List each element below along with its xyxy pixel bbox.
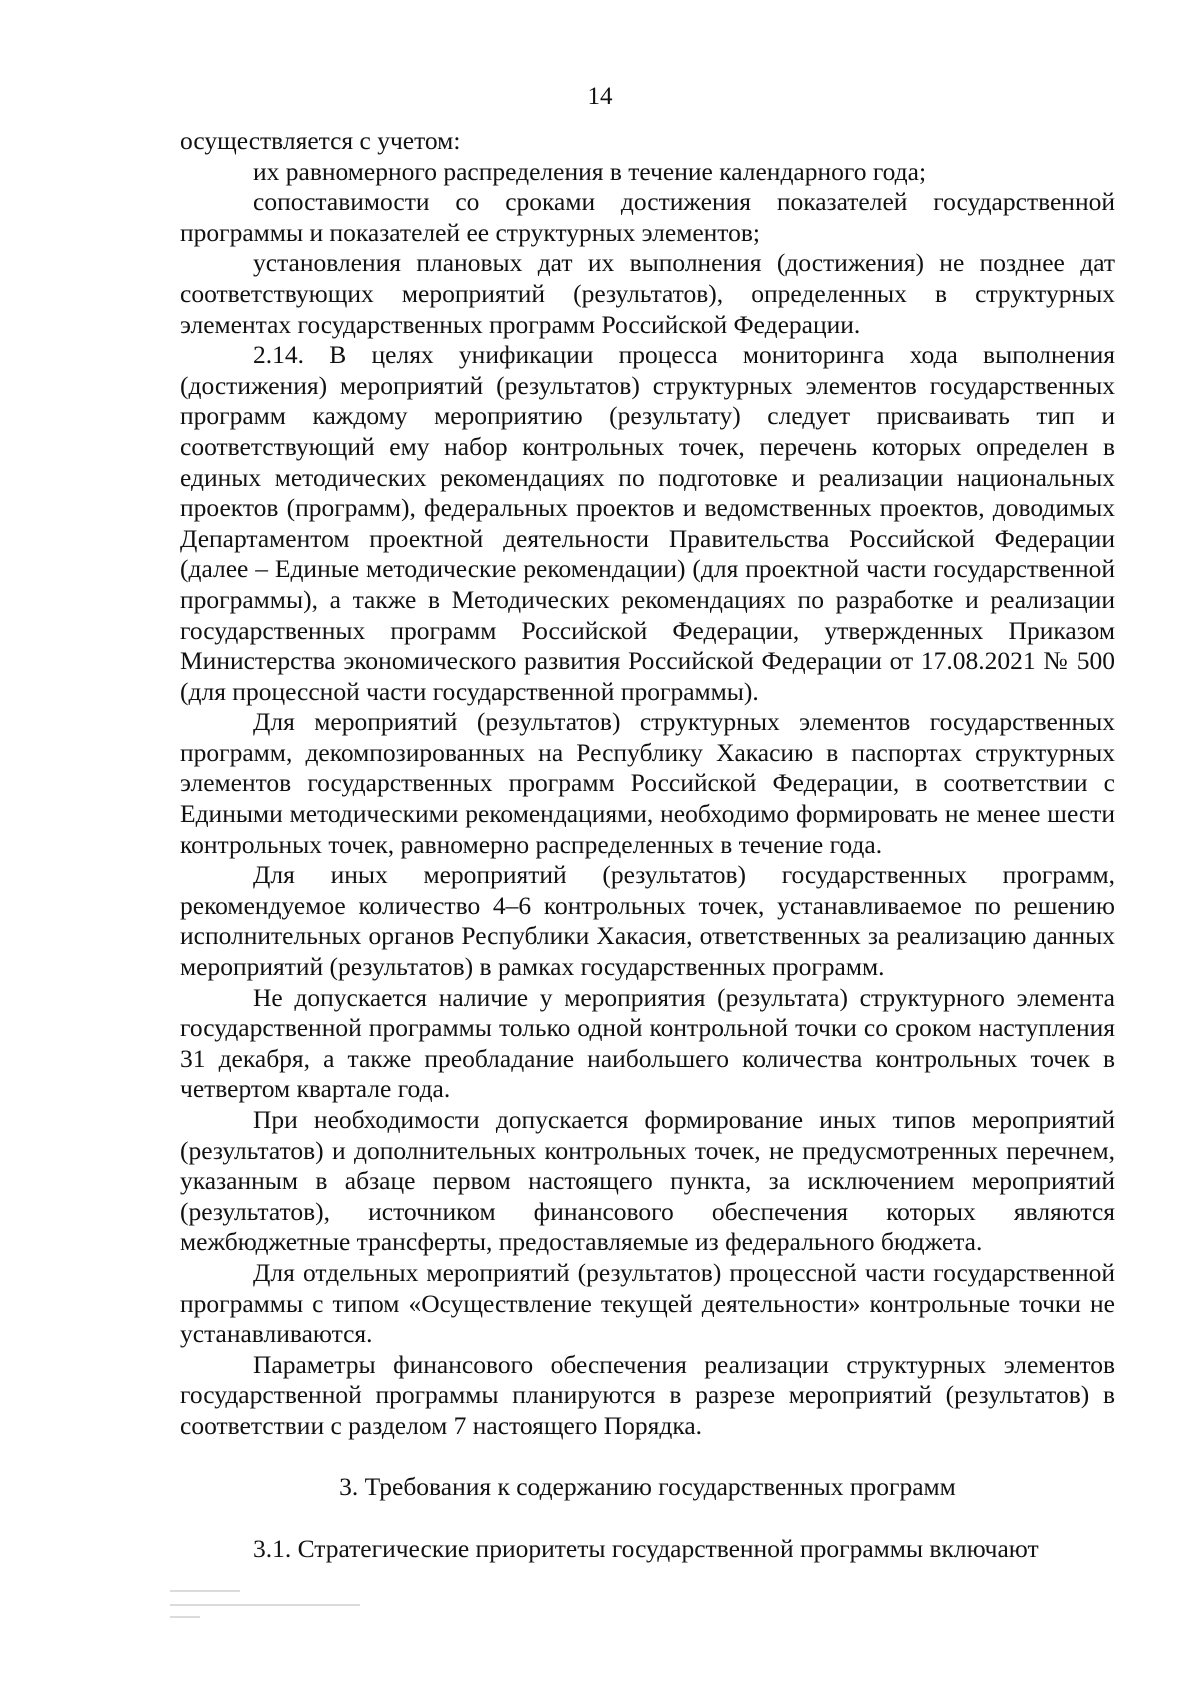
paragraph-3-1: 3.1. Стратегические приоритеты государственной программы включают xyxy=(253,1534,1039,1564)
paragraph-comparability: сопоставимости со сроками достижения показателей государственной программы и показателей ее структурных элементов; xyxy=(180,187,1115,247)
document-body xyxy=(180,126,1115,1565)
paragraph-decomposed-results: Для мероприятий (результатов) структурных элементов государственных программ, декомпозированных на Республику Хакасию в паспортах структурных элементов государственных программ Российской Федерации, в соответствии с Едиными методическими рекомендациями, необходимо формировать не менее шести контрольных точек, равномерно распределенных в течение года. xyxy=(180,707,1115,859)
paragraph-intro: осуществляется с учетом: xyxy=(180,126,461,155)
paragraph-additional-types: При необходимости допускается формирование иных типов мероприятий (результатов) и дополнительных контрольных точек, не предусмотренных перечнем, указанным в абзаце первом настоящего пункта, за исключением мероприятий (результатов), источником финансового обеспечения которых являются межбюджетные трансферты, предоставляемые из федерального бюджета. xyxy=(180,1105,1115,1257)
paragraph-2-14: 2.14. В целях унификации процесса мониторинга хода выполнения (достижения) мероприятий (результатов) структурных элементов государственных программ каждому мероприятию (результату) следует присваивать тип и соответствующий ему набор контрольных точек, перечень которых определен в единых методических рекомендациях по подготовке и реализации национальных проектов (программ), федеральных проектов и ведомственных проектов, доводимых Департаментом проектной деятельности Правительства Российской Федерации (далее – Единые методические рекомендации) (для проектной части государственной программы), а также в Методических рекомендациях по разработке и реализации государственных программ Российской Федерации, утвержденных Приказом Министерства экономического развития Российской Федерации от 17.08.2021 № 500 (для процессной части государственной программы). xyxy=(180,340,1115,706)
paragraph-uniform-distribution: их равномерного распределения в течение календарного года; xyxy=(253,156,927,186)
paragraph-single-checkpoint: Не допускается наличие у мероприятия (результата) структурного элемента государственной программы только одной контрольной точки со сроком наступления 31 декабря, а также преобладание наибольшего количества контрольных точек в четвертом квартале года. xyxy=(180,982,1115,1104)
paragraph-planned-dates: установления плановых дат их выполнения (достижения) не позднее дат соответствующих мероприятий (результатов), определенных в структурных элементах государственных программ Российской Федерации. xyxy=(180,248,1115,339)
page-number: 14 xyxy=(587,83,613,110)
section-3-heading: 3. Требования к содержанию государственных программ xyxy=(339,1471,956,1501)
faint-stamp-mark xyxy=(170,1582,380,1622)
paragraph-other-results: Для иных мероприятий (результатов) государственных программ, рекомендуемое количество 4–6 контрольных точек, устанавливаемое по решению исполнительных органов Республики Хакасия, ответственных за реализацию данных мероприятий (результатов) в рамках государственных программ. xyxy=(180,860,1115,982)
paragraph-financial-parameters: Параметры финансового обеспечения реализации структурных элементов государственной программы планируются в разрезе мероприятий (результатов) в соответствии с разделом 7 настоящего Порядка. xyxy=(180,1349,1115,1440)
paragraph-current-activity: Для отдельных мероприятий (результатов) процессной части государственной программы с типом «Осуществление текущей деятельности» контрольные точки не устанавливаются. xyxy=(180,1257,1115,1349)
